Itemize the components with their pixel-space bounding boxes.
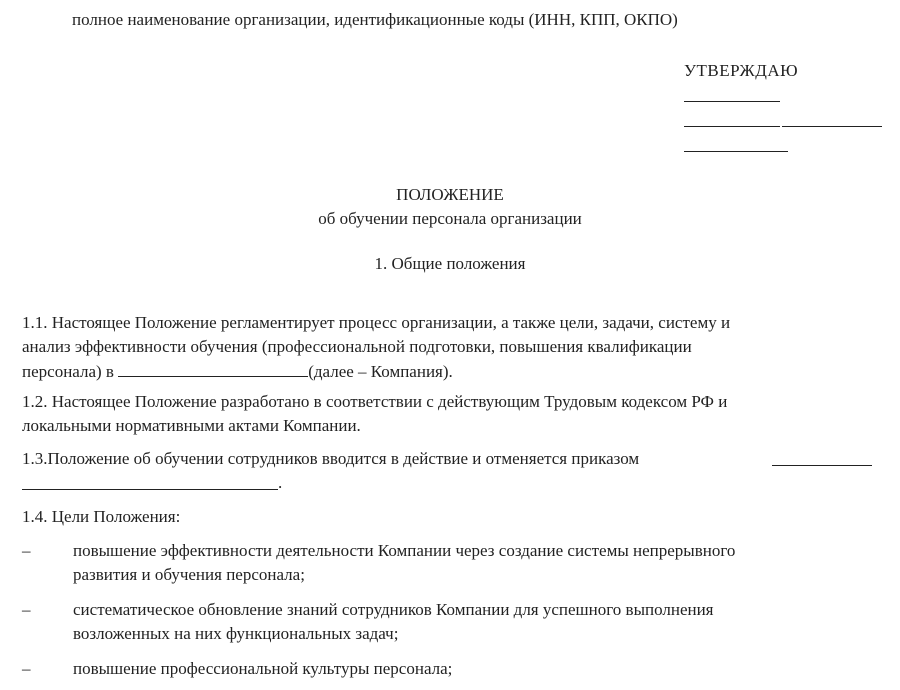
paragraph-1-2-line-2: локальными нормативными актами Компании. [22, 416, 361, 435]
document-title: ПОЛОЖЕНИЕ [396, 185, 504, 204]
paragraph-1-1-line-2: анализ эффективности обучения (профессиональной подготовки, повышения квалификации [22, 337, 692, 356]
list-item-line-1: систематическое обновление знаний сотрудников Компании для успешного выполнения [73, 600, 714, 619]
approval-position-line [684, 126, 780, 127]
list-item-line-2: возложенных на них функциональных задач; [73, 624, 399, 643]
section-heading: 1. Общие положения [374, 254, 526, 273]
company-name-blank [118, 358, 308, 377]
order-details-blank [22, 489, 278, 490]
paragraph-1-3-line-1 [22, 447, 639, 471]
approval-label: УТВЕРЖДАЮ [684, 61, 799, 80]
paragraph-1-4-heading: 1.4. Цели Положения: [22, 507, 181, 526]
organization-header: полное наименование организации, идентификационные коды (ИНН, КПП, ОКПО) [72, 10, 678, 29]
list-item-line-1: повышение эффективности деятельности Компании через создание системы непрерывного [73, 541, 736, 560]
list-item-dash: – [22, 541, 31, 560]
paragraph-1-1-text-end: (далее – Компания). [308, 362, 453, 381]
paragraph-1-1-line-3 [22, 358, 453, 384]
approval-signature-line [684, 101, 780, 102]
paragraph-1-1-text-start: персонала) в [22, 362, 114, 381]
paragraph-1-2-line-1: 1.2. Настоящее Положение разработано в соответствии с действующим Трудовым кодексом РФ и [22, 392, 728, 411]
list-item-dash: – [22, 600, 31, 619]
paragraph-1-1-line-1: 1.1. Настоящее Положение регламентирует процесс организации, а также цели, задачи, систему и [22, 313, 731, 332]
list-item-line-1: повышение профессиональной культуры персонала; [73, 659, 453, 678]
order-number-blank [772, 465, 872, 466]
approval-name-line [782, 126, 882, 127]
approval-date-line [684, 151, 788, 152]
paragraph-1-3-end: . [278, 473, 283, 492]
list-item-line-2: развития и обучения персонала; [73, 565, 305, 584]
document-subtitle: об обучении персонала организации [318, 209, 582, 228]
list-item-dash: – [22, 659, 31, 678]
paragraph-1-3-text: 1.3.Положение об обучении сотрудников вводится в действие и отменяется приказом [22, 449, 640, 468]
